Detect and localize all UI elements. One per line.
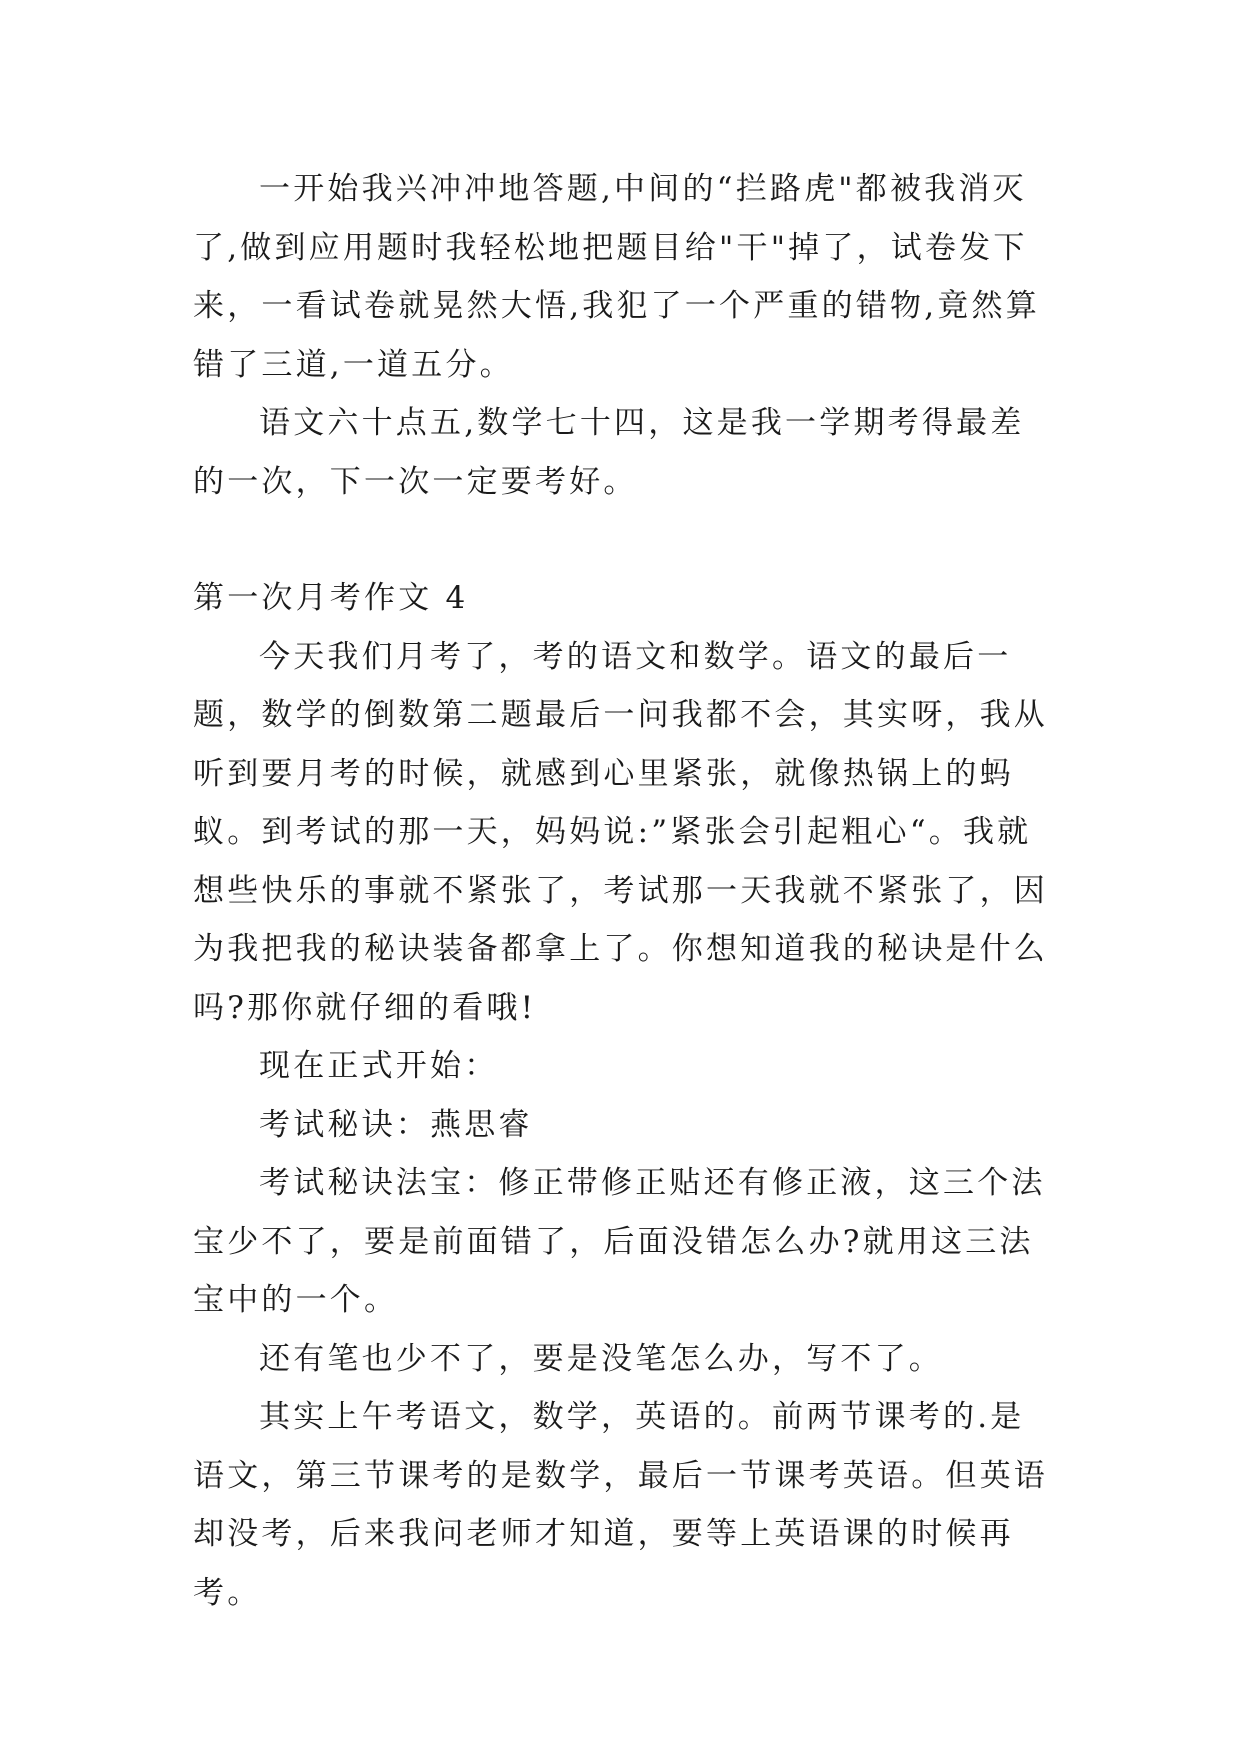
paragraph-secret-tools: 考试秘诀法宝：修正带修正贴还有修正液，这三个法宝少不了，要是前面错了，后面没错怎么办?就用这三法宝中的一个。 [193, 1165, 1046, 1318]
paragraph-exam-answering: 一开始我兴冲冲地答题,中间的“拦路虎"都被我消灭了,做到应用题时我轻松地把题目给"干"掉了，试卷发下来，一看试卷就晃然大悟,我犯了一个严重的错物,竟然算错了三道,一道五分。 [193, 171, 1040, 383]
document-body [193, 160, 1053, 1622]
paragraph-start: 现在正式开始： [259, 1048, 499, 1084]
section-title: 第一次月考作文 4 [193, 580, 469, 616]
paragraph-scores: 语文六十点五,数学七十四，这是我一学期考得最差的一次，下一次一定要考好。 [193, 405, 1025, 500]
paragraph-secret-author: 考试秘诀：燕思睿 [259, 1106, 533, 1143]
section-spacer [193, 511, 1053, 569]
paragraph-schedule: 其实上午考语文，数学，英语的。前两节课考的.是语文，第三节课考的是数学，最后一节课考英语。但英语却没考，后来我问老师才知道，要等上英语课的时候再考。 [193, 1399, 1048, 1611]
paragraph-monthly-exam: 今天我们月考了，考的语文和数学。语文的最后一题，数学的倒数第二题最后一问我都不会，其实呀，我从听到要月考的时候，就感到心里紧张，就像热锅上的蚂蚁。到考试的那一天，妈妈说:”紧张会引起粗心“。我就想些快乐的事就不紧张了，考试那一天我就不紧张了，因为我把我的秘诀装备都拿上了。你想知道我的秘诀是什么吗?那你就仔细的看哦! [193, 638, 1048, 1026]
paragraph-pen: 还有笔也少不了，要是没笔怎么办，写不了。 [259, 1340, 943, 1377]
